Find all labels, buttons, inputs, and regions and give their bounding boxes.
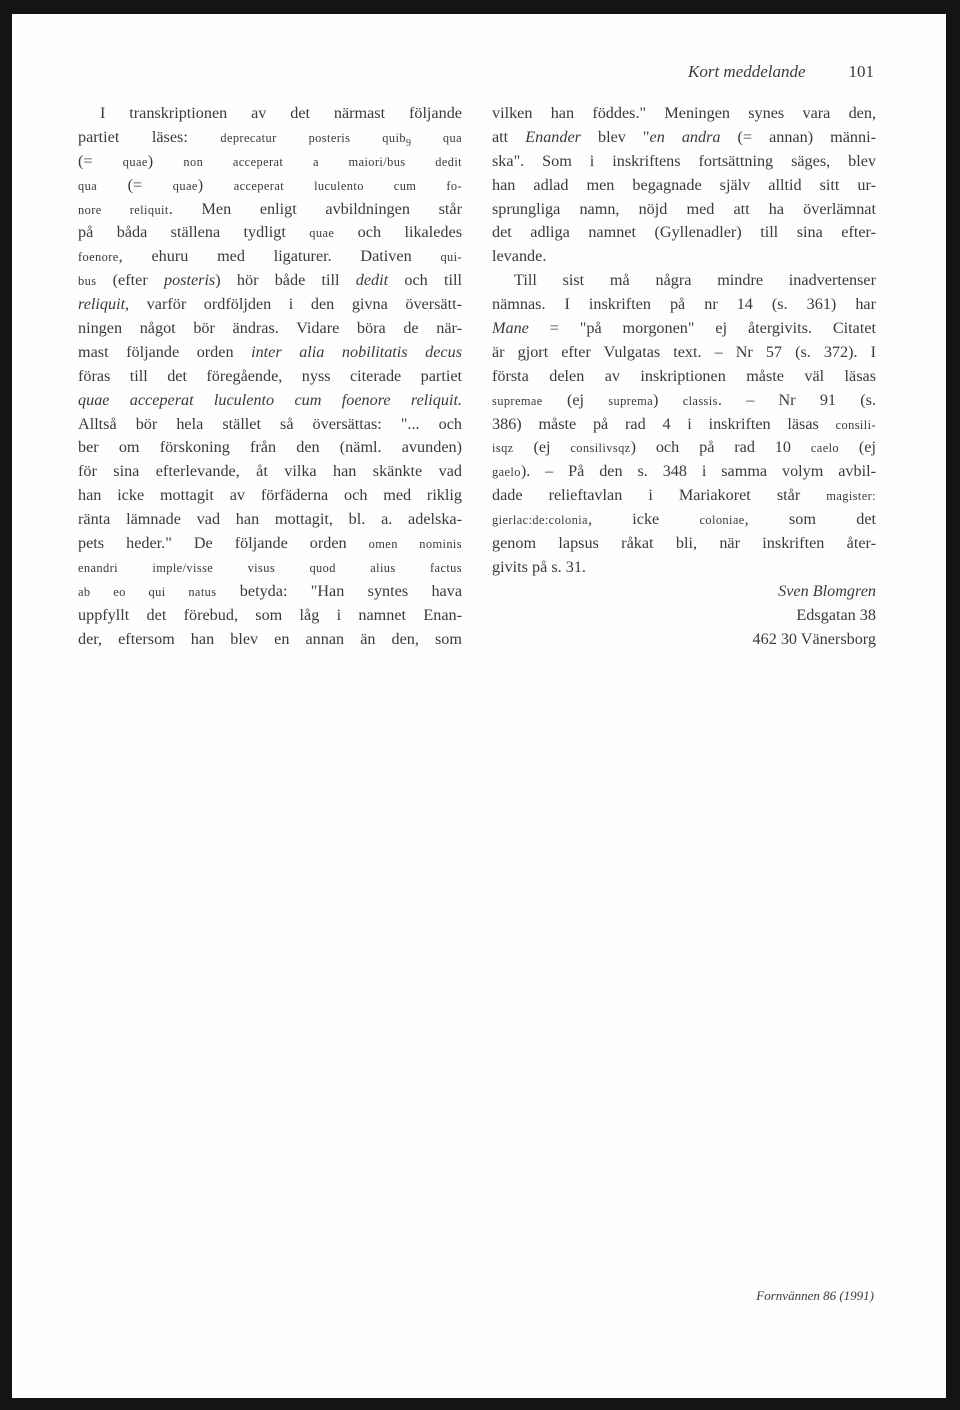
author-street: Edsgatan 38	[796, 605, 876, 624]
text-run: (ej	[839, 438, 876, 457]
italic-text: en andra	[649, 127, 721, 146]
text-run: (= annan) männi-	[720, 127, 876, 146]
text-line	[78, 628, 462, 652]
text-run: (=	[97, 175, 173, 194]
left-text-column	[78, 102, 462, 651]
text-line	[492, 245, 876, 269]
text-line	[492, 293, 876, 317]
text-run: , som det	[744, 510, 876, 529]
small-caps-text: isqz	[492, 441, 514, 456]
text-line	[492, 532, 876, 556]
small-caps-text: quae	[309, 226, 335, 241]
text-run: . Men enligt avbildningen står	[168, 199, 462, 218]
text-line	[78, 126, 462, 150]
text-run: mast följande orden	[78, 342, 252, 361]
text-run: och likaledes	[334, 223, 463, 242]
small-caps-text: coloniae	[699, 513, 745, 528]
text-line	[492, 269, 876, 293]
small-caps-text: quae	[172, 178, 198, 193]
text-line	[78, 413, 462, 437]
small-caps-text: quae	[122, 154, 148, 169]
text-run: Till sist må några mindre inadvertenser	[514, 271, 876, 290]
text-line	[78, 508, 462, 532]
text-run: (ej	[513, 438, 571, 457]
text-line	[78, 221, 462, 245]
text-run: )	[653, 390, 683, 409]
text-run: partiet läses:	[78, 127, 221, 146]
text-run: pets heder." De följande orden	[78, 534, 369, 553]
text-run: )	[197, 175, 234, 194]
text-run: (efter	[96, 271, 164, 290]
journal-footer: Fornvännen 86 (1991)	[756, 1288, 874, 1303]
small-caps-text: consili-	[835, 417, 876, 432]
text-line	[492, 174, 876, 198]
text-run: dade relieftavlan i Mariakoret står	[492, 486, 827, 505]
text-line	[78, 460, 462, 484]
subscript-text: 9	[405, 138, 411, 150]
text-line	[78, 245, 462, 269]
text-line	[78, 389, 462, 413]
small-caps-text: classis	[682, 393, 718, 408]
text-line	[78, 341, 462, 365]
text-line	[492, 508, 876, 532]
text-run: han adlad men begagnade själv alltid sitt ur-	[492, 175, 876, 194]
small-caps-text: nore reliquit	[78, 202, 169, 217]
text-line	[492, 341, 876, 365]
small-caps-text: gaelo	[492, 465, 521, 480]
text-run: levande.	[492, 247, 547, 266]
text-run: på båda ställena tydligt	[78, 223, 310, 242]
small-caps-text: gierlac:de:colonia	[492, 513, 588, 528]
text-line	[78, 269, 462, 293]
text-run: betyda: "Han syntes hava	[216, 581, 463, 600]
small-caps-text: qua	[78, 178, 98, 193]
text-line	[492, 556, 876, 580]
text-line	[78, 532, 462, 556]
text-run: I transkriptionen av det närmast följande	[100, 104, 462, 122]
text-run: 386) måste på rad 4 i inskriften läsas	[492, 414, 836, 433]
text-line	[78, 174, 462, 198]
text-run: , ehuru med ligaturer. Dativen	[118, 247, 441, 266]
text-line	[78, 102, 462, 126]
text-line	[78, 580, 462, 604]
text-run: föras till det föregående, nyss citerade partiet	[78, 366, 462, 385]
journal-page	[12, 14, 946, 1398]
text-line	[492, 198, 876, 222]
text-run: första delen av inskriptionen måste väl läsas	[492, 366, 876, 385]
text-run: är gjort efter Vulgatas text. – Nr 57 (s. 372). I	[492, 342, 876, 361]
small-caps-text: deprecatur posteris quib	[220, 130, 406, 145]
text-line	[492, 413, 876, 437]
text-run: han icke mottagit av förfäderna och med riklig	[78, 486, 462, 505]
text-line	[492, 221, 876, 245]
text-run: ). – På den s. 348 i samma volym avbil-	[520, 462, 876, 481]
text-run: (=	[78, 151, 123, 170]
text-line	[492, 389, 876, 413]
italic-text: reliquit,	[78, 295, 130, 314]
text-run: = "på morgonen" ej återgivits. Citatet	[528, 319, 876, 338]
text-run: ) och på rad 10	[630, 438, 811, 457]
italic-text: dedit	[355, 271, 389, 290]
right-text-column	[492, 102, 876, 651]
author-name: Sven Blomgren	[778, 581, 876, 600]
text-line	[78, 198, 462, 222]
text-line	[492, 126, 876, 150]
text-run: Alltså bör hela stället så översättas: "... och	[78, 414, 462, 433]
text-line	[492, 317, 876, 341]
text-run: , icke	[587, 510, 700, 529]
text-run: nämnas. I inskriften på nr 14 (s. 361) har	[492, 295, 876, 314]
small-caps-text: qua	[410, 130, 462, 145]
text-line	[492, 460, 876, 484]
text-line	[78, 317, 462, 341]
text-run: ber om förskoning från den (näml. avunden)	[78, 438, 462, 457]
small-caps-text: suprema	[608, 393, 654, 408]
text-run: sprungliga namn, nöjd med att ha överlämnat	[492, 199, 876, 218]
text-line	[78, 556, 462, 580]
small-caps-text: caelo	[810, 441, 840, 456]
text-run: genom lapsus råkat bli, när inskriften åter-	[492, 534, 876, 553]
small-caps-text: foenore	[78, 250, 119, 265]
small-caps-text: consilivsqz	[570, 441, 631, 456]
small-caps-text: supremae	[492, 393, 543, 408]
italic-text: quae acceperat luculento cum foenore reliquit.	[78, 390, 462, 409]
italic-text: posteris	[163, 271, 216, 290]
text-run: der, eftersom han blev en annan än den, som	[78, 629, 462, 648]
running-head	[688, 58, 874, 86]
text-run: . – Nr 91 (s.	[717, 390, 876, 409]
text-line	[492, 484, 876, 508]
author-city: 462 30 Vänersborg	[752, 629, 876, 648]
text-run: givits på s. 31.	[492, 557, 586, 576]
text-run: ska". Som i inskriftens fortsättning säges, blev	[492, 151, 876, 170]
text-run: att	[492, 127, 526, 146]
text-run: det adliga namnet (Gyllenadler) till sina efter-	[492, 223, 876, 242]
small-caps-text: acceperat luculento cum fo-	[233, 178, 462, 193]
text-line	[492, 365, 876, 389]
small-caps-text: non acceperat a maiori/bus dedit	[183, 154, 462, 169]
small-caps-text: bus	[78, 274, 97, 289]
italic-text: Mane	[492, 319, 529, 338]
page-number: 101	[848, 62, 874, 81]
text-line	[78, 436, 462, 460]
small-caps-text: qui-	[440, 250, 462, 265]
small-caps-text: enandri imple/visse visus quod alius factus	[78, 560, 462, 575]
text-line	[78, 293, 462, 317]
small-caps-text: ab eo qui natus	[78, 584, 217, 599]
text-line	[492, 436, 876, 460]
text-run: vilken han föddes." Meningen synes vara den,	[492, 104, 876, 122]
text-run: ningen något bör ändras. Vidare böra de när-	[78, 319, 462, 338]
small-caps-text: omen nominis	[368, 537, 462, 552]
italic-text: Enander	[525, 127, 581, 146]
text-line	[78, 484, 462, 508]
text-line	[492, 102, 876, 126]
text-run: blev "	[580, 127, 650, 146]
text-line	[78, 365, 462, 389]
text-run: ) hör både till	[215, 271, 356, 290]
text-run: (ej	[542, 390, 609, 409]
text-run: ränta lämnade vad han mottagit, bl. a. adelska-	[78, 510, 462, 529]
right-column-body	[492, 102, 876, 580]
text-line	[492, 150, 876, 174]
running-title: Kort meddelande	[688, 62, 806, 81]
text-line	[78, 150, 462, 174]
italic-text: inter alia nobilitatis decus	[251, 342, 462, 361]
text-line	[78, 604, 462, 628]
text-run: )	[147, 151, 184, 170]
small-caps-text: magister:	[826, 489, 876, 504]
text-run: varför ordföljden i den givna översätt-	[129, 295, 462, 314]
text-run: för sina efterlevande, åt vilka han skänkte vad	[78, 462, 462, 481]
text-run: uppfyllt det förebud, som låg i namnet Enan-	[78, 605, 462, 624]
text-run: och till	[388, 271, 462, 290]
